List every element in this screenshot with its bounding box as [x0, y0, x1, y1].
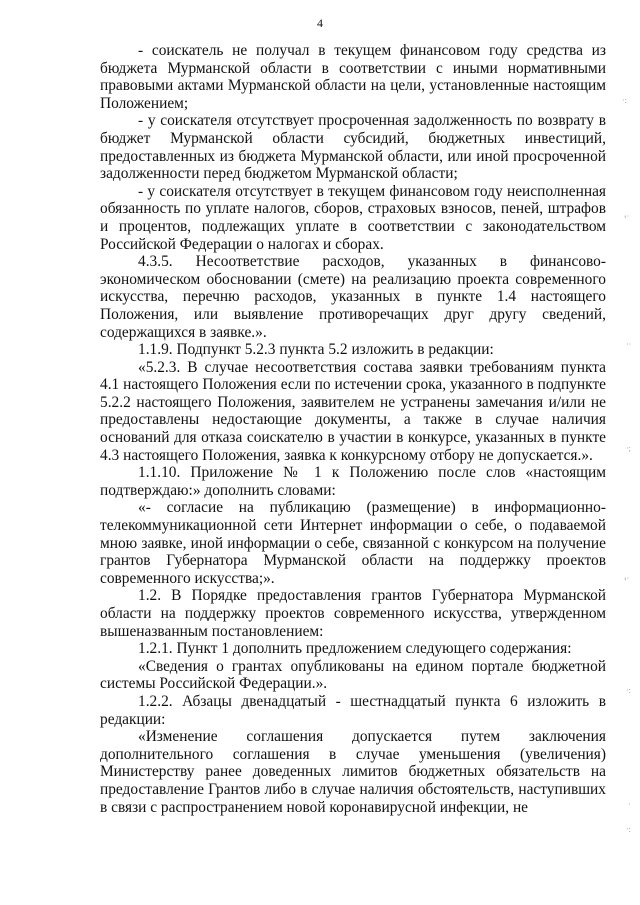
page-number: 4 [317, 16, 323, 30]
paragraph-12: 1.2.2. Абзацы двенадцатый - шестнадцатый пункта 6 изложить в редакции: [100, 692, 606, 728]
paragraph-1: - соискатель не получал в текущем финансовом году средства из бюджета Мурманской области в соответствии с иными нормативными правовыми актами Мурманской области на цели, установленные настоящим Положением; [100, 42, 606, 112]
paragraph-6: «5.2.3. В случае несоответствия состава заявки требованиям пункта 4.1 настоящего Положения если по истечении срока, указанного в подпункте 5.2.2 настоящего Положения, заявителем не устранены замечания и/или не предоставлены недостающие документы, а также в случае наличия оснований для отказа соискателю в участии в конкурсе, указанных в пункте 4.3 настоящего Положения, заявка к конкурсному отбору не допускается.». [100, 358, 606, 464]
document-body [100, 42, 606, 816]
paragraph-8: «- согласие на публикацию (размещение) в информационно-телекоммуникационной сети Интернет информации о себе, о подаваемой мною заявке, иной информации о себе, связанной с конкурсом на получение грантов Губернатора Мурманской области на поддержку проектов современного искусства;». [100, 499, 606, 587]
scan-speck: ·; [626, 444, 631, 453]
paragraph-9: 1.2. В Порядке предоставления грантов Губернатора Мурманской области на поддержку проектов современного искусства, утвержденном вышеназванным постановлением: [100, 587, 606, 640]
paragraph-4: 4.3.5. Несоответствие расходов, указанных в финансово-экономическом обосновании (смете) на реализацию проекта современного искусства, перечню расходов, указанных в пункте 1.4 настоящего Положения, или выявление противоречащих друг другу сведений, содержащихся в заявке.». [100, 253, 606, 341]
paragraph-11: «Сведения о грантах опубликованы на едином портале бюджетной системы Российской Федерации.». [100, 657, 606, 693]
paragraph-10: 1.2.1. Пункт 1 дополнить предложением следующего содержания: [138, 640, 572, 658]
scan-speck: ·: [626, 825, 631, 834]
scan-speck: · [628, 800, 631, 809]
paragraph-2: - у соискателя отсутствует просроченная задолженность по возврату в бюджет Мурманской области субсидий, бюджетных инвестиций, предоставленных из бюджета Мурманской области, или иной просроченной задолженности перед бюджетом Мурманской области; [100, 112, 606, 183]
scan-speck: ·: [626, 686, 631, 695]
scan-speck: ·: [622, 96, 627, 105]
paragraph-13: «Изменение соглашения допускается путем заключения дополнительного соглашения в случае уменьшения (увеличения) Министерству ранее доведенных лимитов бюджетных обязательств на предоставление Грантов либо в случае наличия обстоятельств, наступивших в связи с распространением новой коронавирусной инфекции, не [100, 728, 606, 816]
scan-speck: ·· [626, 340, 632, 349]
paragraph-5: 1.1.9. Подпункт 5.2.3 пункта 5.2 изложить в редакции: [138, 341, 494, 359]
scan-speck: ‹· [624, 574, 630, 583]
scan-speck: ‹· [624, 212, 630, 221]
paragraph-3: - у соискателя отсутствует в текущем финансовом году неисполненная обязанность по уплате налогов, сборов, страховых взносов, пеней, штрафов и процентов, подлежащих уплате в соответствии с законодательством Российской Федерации о налогах и сборах. [100, 182, 606, 253]
paragraph-7: 1.1.10. Приложение № 1 к Положению после слов «настоящим подтверждаю:» дополнить словами: [100, 464, 606, 499]
